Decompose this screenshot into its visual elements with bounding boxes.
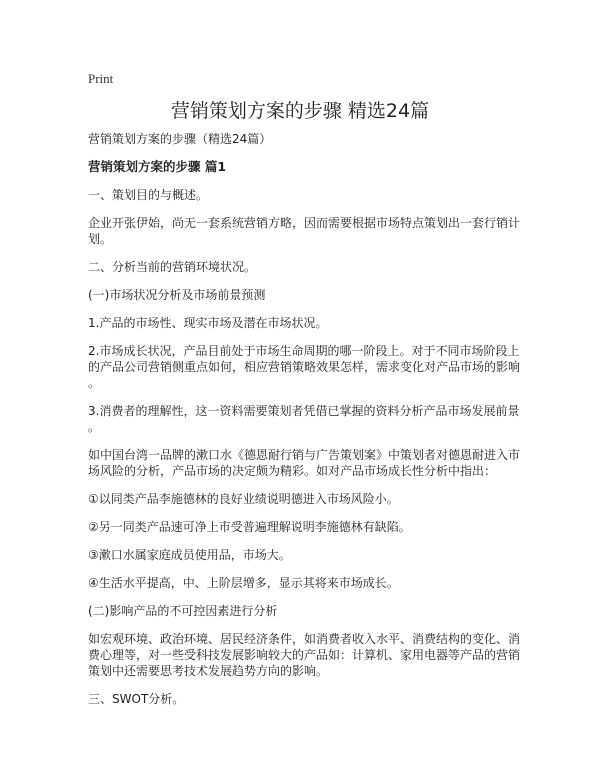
paragraph [88,491,528,507]
text-line: ③漱口水属家庭成员使用品，市场大。 [88,548,291,562]
paragraph [88,315,528,331]
text-line: 企业开张伊始，尚无一套系统营销方略，因而需要根据市场特点策划出一套行销计 [88,216,521,230]
document-body [88,131,528,719]
paragraph [88,131,528,147]
paragraph [88,631,528,679]
paragraph [88,547,528,563]
text-line: ④生活水平提高，中、上阶层增多，显示其将来市场成长。 [88,576,399,590]
text-line: ①以同类产品李施德林的良好业绩说明德进入市场风险小。 [88,492,399,506]
text-line: 如中国台湾一品牌的漱口水《德恩耐行销与广告策划案》中策划者对德恩耐进入市 [88,448,521,462]
paragraph [88,287,528,303]
text-line: ②另一同类产品速可净上市受普遍理解说明李施德林有缺陷。 [88,520,411,534]
paragraph [88,575,528,591]
paragraph [88,343,528,391]
text-line: (二)影响产品的不可控因素进行分析 [88,604,278,618]
text-line: 划。 [88,232,113,246]
text-line: 策划中还需要思考技术发展趋势方向的影响。 [88,664,329,678]
paragraph [88,691,528,707]
paragraph [88,403,528,435]
section-heading [88,159,528,175]
text-line: 费心理等，对一些受科技发展影响较大的产品如：计算机、家用电器等产品的营销 [88,648,521,662]
text-line: 。 [88,420,101,434]
text-line: 一、策划目的与概述。 [88,188,209,202]
text-line: 2.市场成长状况，产品目前处于市场生命周期的哪一阶段上。对于不同市场阶段上 [88,344,520,358]
text-line: 1.产品的市场性、现实市场及潜在市场状况。 [88,316,328,330]
text-line: 场风险的分析，产品市场的决定颇为精彩。如对产品市场成长性分析中指出： [88,464,497,478]
paragraph [88,187,528,203]
text-line: 。 [88,376,101,390]
paragraph [88,603,528,619]
text-line: 如宏观环境、政治环境、居民经济条件，如消费者收入水平、消费结构的变化、消 [88,632,521,646]
text-line: 的产品公司营销侧重点如何，相应营销策略效果怎样，需求变化对产品市场的影响 [88,360,521,374]
text-line: 3.消费者的理解性，这一资料需要策划者凭借已掌握的资料分析产品市场发展前景 [88,404,520,418]
paragraph [88,259,528,275]
text-line: 二、分析当前的营销环境状况。 [88,260,257,274]
paragraph [88,447,528,479]
document-title: 营销策划方案的步骤 精选24篇 [170,100,430,122]
text-line: 营销策划方案的步骤 篇1 [88,159,227,174]
print-link[interactable]: Print [88,71,114,86]
paragraph [88,215,528,247]
text-line: (一)市场状况分析及市场前景预测 [88,288,266,302]
text-line: 营销策划方案的步骤（精选24篇） [88,132,272,146]
paragraph [88,519,528,535]
text-line: 三、SWOT分析。 [88,692,185,706]
